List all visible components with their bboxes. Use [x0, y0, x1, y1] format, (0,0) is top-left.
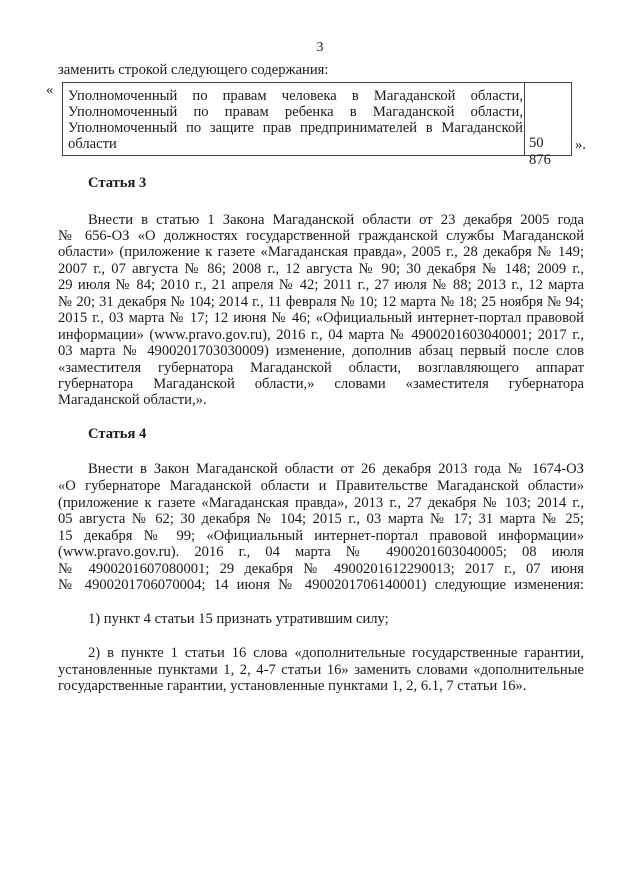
article-4-line: Внести в Закон Магаданской области от 26 декабря 2013 года № 1674-ОЗ [88, 461, 584, 477]
article-3-line: 2015 г., 03 марта № 17; 12 июня № 46; «Официальный интернет-портал правовой [58, 310, 584, 326]
table-divider [524, 83, 525, 155]
article-3-line: «заместителя губернатора Магаданской области, возглавляющего аппарат [58, 360, 584, 376]
article-4-line: 15 декабря № 99; «Официальный интернет-портал правовой информации» [58, 528, 584, 544]
table-right-cell: 50 876 [529, 135, 551, 168]
article-4-item-1: 1) пункт 4 статьи 15 признать утратившим силу; [88, 611, 389, 627]
amendment-table [62, 82, 572, 168]
article-4-item-2-line: государственные гарантии, установленные пунктами 1, 2, 6.1, 7 статьи 16». [58, 678, 527, 694]
intro-line: заменить строкой следующего содержания: [58, 62, 329, 78]
table-line: Уполномоченный по правам ребенка в Магаданской области, [68, 104, 523, 120]
table-line: Уполномоченный по правам человека в Магаданской области, [68, 88, 523, 104]
article-3-line: Внести в статью 1 Закона Магаданской области от 23 декабря 2005 года [88, 212, 584, 228]
article-3-line: области» (приложение к газете «Магаданская правда», 2005 г., 28 декабря № 149; [58, 244, 584, 260]
article-4-item-2-line: установленные пунктами 1, 2, 4-7 статьи 16» заменить словами «дополнительные [58, 662, 584, 678]
article-4-line: «О губернаторе Магаданской области и Правительстве Магаданской области» [58, 478, 584, 494]
article-3-line: № 656-ОЗ «О должностях государственной гражданской службы Магаданской [58, 228, 584, 244]
article-3-line: № 20; 31 декабря № 104; 2014 г., 11 февраля № 10; 12 марта № 18; 25 ноября № 94; [58, 294, 584, 310]
article-3-heading: Статья 3 [88, 175, 147, 191]
table-left-cell [68, 88, 523, 152]
article-3-line: информации» (www.pravo.gov.ru), 2016 г., 04 марта № 4900201603040001; 2017 г., [58, 327, 584, 343]
article-3-line: губернатора Магаданской области,» словами «заместителя губернатора [58, 376, 584, 392]
article-3-line: 29 июля № 84; 2010 г., 21 апреля № 42; 2011 г., 27 июля № 88; 2013 г., 12 марта [58, 277, 584, 293]
article-3-line: 03 марта № 4900201703030009) изменение, дополнив абзац первый после слов [58, 343, 584, 359]
article-4-line: (www.pravo.gov.ru). 2016 г., 04 марта № 4900201603040005; 08 июля [58, 544, 584, 560]
article-4-heading: Статья 4 [88, 426, 147, 442]
article-3-line: 2007 г., 07 августа № 86; 2008 г., 12 августа № 90; 30 декабря № 148; 2009 г., [58, 261, 584, 277]
article-3-line: Магаданской области,». [58, 392, 207, 408]
closing-quote: ». [575, 137, 586, 153]
table-line: области [68, 136, 117, 152]
opening-quote: « [46, 82, 54, 98]
article-4-line: № 4900201706070004; 14 июня № 4900201706140001) следующие изменения: [58, 577, 584, 593]
page-number: 3 [316, 40, 324, 55]
article-4-item-2-line: 2) в пункте 1 статьи 16 слова «дополнительные государственные гарантии, [88, 645, 584, 661]
article-4-line: (приложение к газете «Магаданская правда», 2013 г., 27 декабря № 103; 2014 г., [58, 495, 584, 511]
article-4-line: 05 августа № 62; 30 декабря № 104; 2015 г., 03 марта № 17; 31 марта № 25; [58, 511, 584, 527]
article-4-line: № 4900201607080001; 29 декабря № 4900201612290013; 2017 г., 07 июня [58, 561, 584, 577]
table-line: Уполномоченный по защите прав предпринимателей в Магаданской [68, 120, 523, 136]
